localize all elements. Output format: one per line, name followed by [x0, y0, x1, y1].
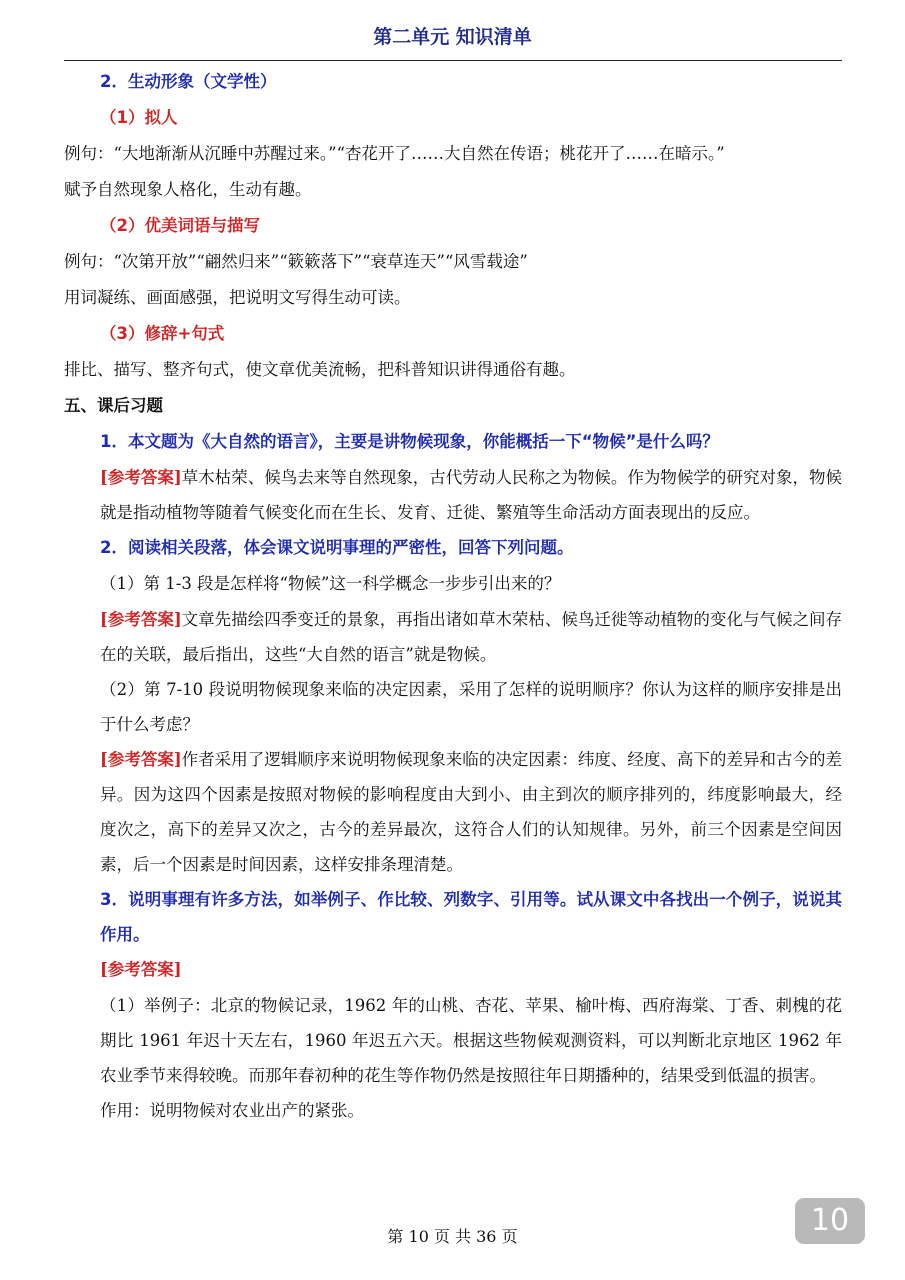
- subsection-title: （1）拟人: [100, 108, 178, 127]
- example-sentence: 例句：“次第开放”“翩然归来”“簌簌落下”“衰草连天”“风雪载途”: [64, 252, 528, 271]
- answer-text: 作者采用了逻辑顺序来说明物候现象来临的决定因素：纬度、经度、高下的差异和古今的差异。因为这四个因素是按照对物候的影响程度由大到小、由主到次的顺序排列的，纬度影响最大，经度次之，高下的差异又次之，古今的差异最次，这符合人们的认知规律。另外，前三个因素是空间因素，后一个因素是时间因素，这样安排条理清楚。: [100, 750, 842, 874]
- answer-tag: [参考答案]: [100, 960, 182, 979]
- answer-text: 草木枯荣、候鸟去来等自然现象，古代劳动人民称之为物候。作为物候学的研究对象，物候就是指动植物等随着气候变化而在生长、发育、迁徙、繁殖等生命活动方面表现出的反应。: [100, 468, 842, 522]
- section-heading: 2．生动形象（文学性）: [100, 72, 277, 91]
- question-3: 3．说明事理有许多方法，如举例子、作比较、列数字、引用等。试从课文中各找出一个例子，说说其作用。: [100, 890, 842, 944]
- question-2: 2．阅读相关段落，体会课文说明事理的严密性，回答下列问题。: [100, 538, 574, 557]
- answer-2-2: [64, 742, 842, 882]
- answer-tag: [参考答案]: [100, 750, 182, 769]
- explanation-text: 用词凝练、画面感强，把说明文写得生动可读。: [64, 288, 411, 307]
- question-2-part-2: （2）第 7-10 段说明物候现象来临的决定因素，采用了怎样的说明顺序？你认为这样的顺序安排是出于什么考虑？: [100, 680, 842, 734]
- section-heading-exercises: 五、课后习题: [64, 396, 163, 415]
- page-number-badge: 10: [795, 1198, 865, 1244]
- answer-text: 文章先描绘四季变迁的景象，再指出诸如草木荣枯、候鸟迁徙等动植物的变化与气候之间存在的关联，最后指出，这些“大自然的语言”就是物候。: [100, 610, 842, 664]
- example-sentence: 例句：“大地渐渐从沉睡中苏醒过来。”“杏花开了……大自然在传语；桃花开了……在暗示。”: [64, 144, 725, 163]
- page-header-title: 第二单元 知识清单: [373, 26, 532, 48]
- answer-3-effect: 作用：说明物候对农业出产的紧张。: [100, 1101, 364, 1120]
- explanation-text: 排比、描写、整齐句式，使文章优美流畅，把科普知识讲得通俗有趣。: [64, 360, 576, 379]
- page-number-footer: 第 10 页 共 36 页: [387, 1227, 518, 1246]
- answer-1: [64, 460, 842, 530]
- header-divider: [64, 60, 842, 61]
- answer-2-1: [64, 602, 842, 672]
- explanation-text: 赋予自然现象人格化，生动有趣。: [64, 180, 312, 199]
- subsection-title: （2）优美词语与描写: [100, 216, 260, 235]
- document-body: [64, 64, 842, 1129]
- answer-tag: [参考答案]: [100, 610, 182, 629]
- answer-3-1: （1）举例子：北京的物候记录，1962 年的山桃、杏花、苹果、榆叶梅、西府海棠、丁香、刺槐的花期比 1961 年迟十天左右，1960 年迟五六天。根据这些物候观测资料，可以判断北京地区 1962 年农业季节来得较晚。而那年春初种的花生等作物仍然是按照往年日期播种的，结果受到低温的损害。: [100, 996, 842, 1085]
- question-2-part-1: （1）第 1-3 段是怎样将“物候”这一科学概念一步步引出来的？: [100, 574, 561, 593]
- question-1: 1．本文题为《大自然的语言》，主要是讲物候现象，你能概括一下“物候”是什么吗？: [100, 432, 719, 451]
- subsection-title: （3）修辞+句式: [100, 324, 225, 343]
- answer-tag: [参考答案]: [100, 468, 182, 487]
